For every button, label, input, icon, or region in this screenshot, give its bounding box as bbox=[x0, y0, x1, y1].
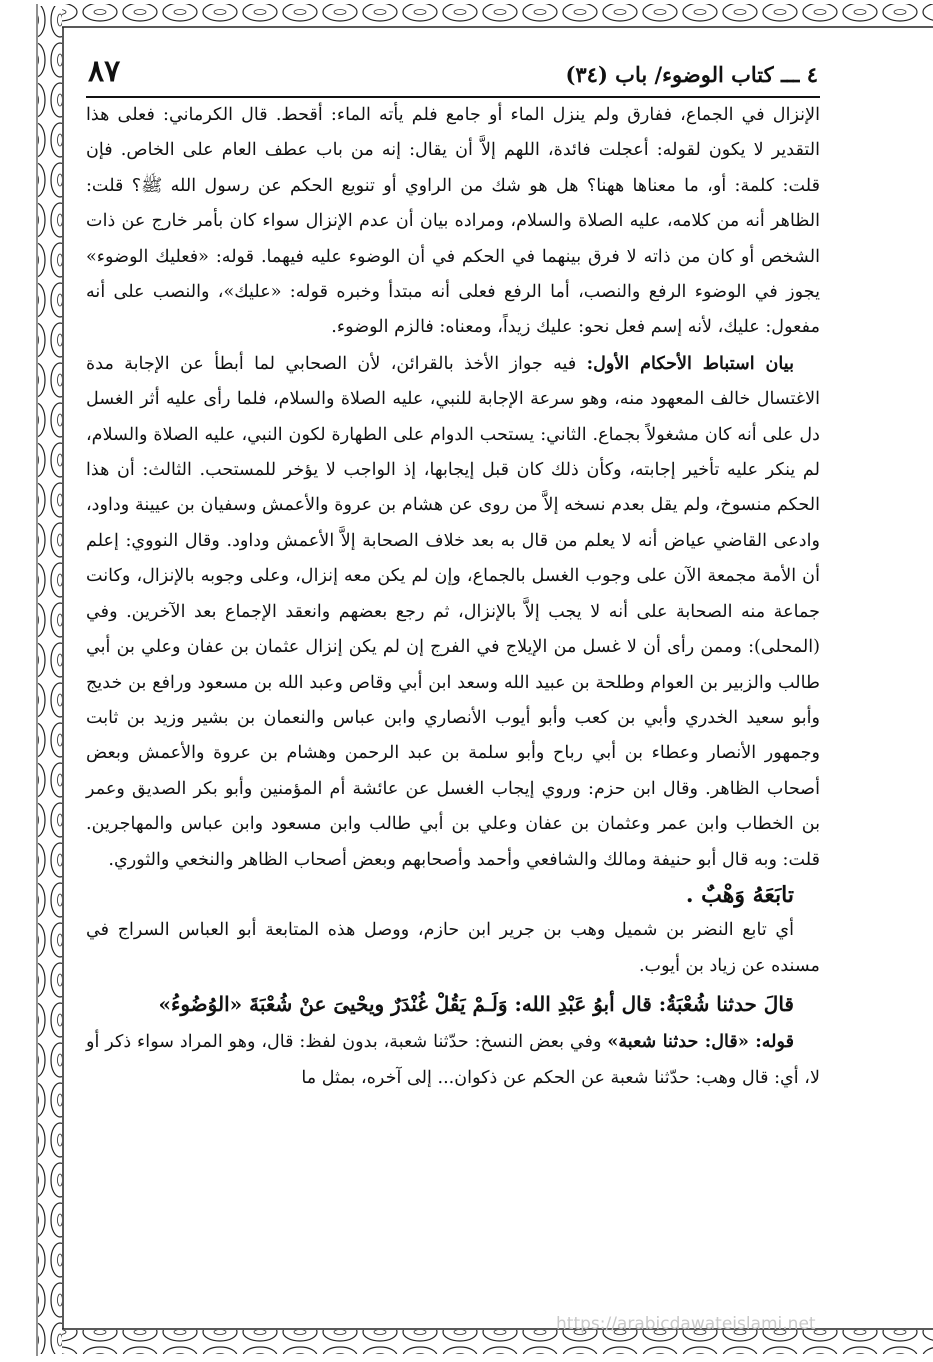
chapter-title: ٤ ـــ كتاب الوضوء/ باب (٣٤) bbox=[565, 62, 818, 87]
verse-commentary: أي تابع النضر بن شميل وهب بن جرير ابن حازم، ووصل هذه المتابعة أبو العباس السراج في مسنده عن زياد بن أيوب. bbox=[86, 920, 820, 976]
paragraph-lead: بيان استباط الأحكام الأول: bbox=[586, 352, 794, 374]
commentary-text: وفي بعض النسخ: حدّثنا شعبة، بدون لفظ: قال، وهو المراد سواء ذكر أو لا، أي: قال وهب: حدّثنا شعبة عن الحكم عن ذكوان... إلى آخره، بمثل ما bbox=[86, 1032, 820, 1088]
page-content bbox=[86, 52, 820, 1327]
page-header bbox=[86, 52, 820, 98]
commentary-lead: قوله: «قال: حدثنا شعبة» bbox=[607, 1031, 794, 1053]
paragraph-text: الإنزال في الجماع، ففارق ولم ينزل الماء أو جامع فلم يأته الماء: أقحط. قال الكرماني: فعلى هذا التقدير لا يكون لقوله: أعجلت فائدة، اللهم إلاَّ أن يقال: إنه من باب عطف العام على الخاص. فإن قلت: كلمة: أو، ما معناها ههنا؟ هل هو شك من الراوي أو تنويع الحكم عن رسول الله ﷺ؟ قلت: الظاهر أنه من كلامه، عليه الصلاة والسلام، ومراده بيان أن عدم الإنزال سواء كان بأمر خارج عن ذات الشخص أو كان من ذاته لا فرق بينهما في الحكم في أن الوضوء عليه فيهما. قوله: «فعليك الوضوء» يجوز في الوضوء الرفع والنصب، أما الرفع فعلى أنه مبتدأ وخبره قوله: «عليك»، والنصب على أنه مفعول: عليك، لأنه إسم فعل نحو: عليك زيداً، ومعناه: فالزم الوضوء. bbox=[86, 105, 820, 338]
paragraph bbox=[86, 98, 820, 346]
commentary-paragraph bbox=[86, 1024, 820, 1096]
verse-heading: تابَعَهُ وَهْبٌ . bbox=[685, 881, 794, 908]
paragraph bbox=[86, 346, 820, 878]
text-body bbox=[86, 98, 820, 1096]
page-number: ٨٧ bbox=[88, 54, 121, 89]
paragraph-text: فيه جواز الأخذ بالقرائن، لأن الصحابي لما أبطأ عن الإجابة مدة الاغتسال خالف المعهود منه، وهو سرعة الإجابة للنبي، عليه الصلاة والسلام، فلما رأى عليه أثر الغسل دل على أنه كان مشغولاً بجماع. الثاني: يستحب الدوام على الطهارة لكون النبي، عليه الصلاة والسلام، لم ينكر عليه تأخير إجابته، وكأن ذلك كان قبل إيجابها، إذ الواجب لا يؤخر للمستحب. الثالث: أن هذا الحكم منسوخ، ولم يقل بعدم نسخه إلاَّ من روى عن هشام بن عروة والأعمش وسفيان بن عيينة وداود، وادعى القاضي عياض أنه لا يعلم من قال به بعد خلاف الصحابة إلاَّ الأعمش وداود. وقال النووي: إعلم أن الأمة مجمعة الآن على وجوب الغسل بالجماع، وإن لم يكن معه إنزال، وعلى وجوبه بالإنزال، وكانت جماعة منه الصحابة على أنه لا يجب إلاَّ بالإنزال، ثم رجع بعضهم وانعقد الإجماع بعد الآخرين. وفي (المحلى): وممن رأى أن لا غسل من الإيلاج في الفرج إن لم يكن إنزال عثمان بن عفان وعلي بن أبي طالب والزبير بن العوام وطلحة بن عبيد الله وسعد ابن أبي وقاص وعبد الله بن مسعود ورافع بن خديج وأبو سعيد الخدري وأبي بن كعب وأبو أيوب الأنصاري وابن عباس والنعمان بن بشير وزيد بن ثابت وجمهور الأنصار وعطاء بن أبي رباح وأبو سلمة بن عبد الرحمن وهشام بن عروة والأعمش وبعض أصحاب الظاهر. وقال ابن حزم: وروي إيجاب الغسل عن عائشة أم المؤمنين وأبو بكر الصديق وعمر بن الخطاب وابن عمر وعثمان بن عفان وعلي بن أبي طالب وابن مسعود وابن عباس والمهاجرين. قلت: وبه قال أبو حنيفة ومالك والشافعي وأحمد وأصحابهم وبعض أصحاب الظاهر والنخعي والثوري. bbox=[86, 353, 820, 870]
hadith-text: قالَ حدثنا شُعْبَةُ: قال أبوُ عَبْدِ الله: وَلَـمْ يَقُلْ غُنْدَرٌ ويحْيىَ عنْ شُعْبَةَ «الوُضُوءُ» bbox=[158, 992, 794, 1017]
watermark: https://arabicdawateislami.net bbox=[556, 1314, 816, 1334]
